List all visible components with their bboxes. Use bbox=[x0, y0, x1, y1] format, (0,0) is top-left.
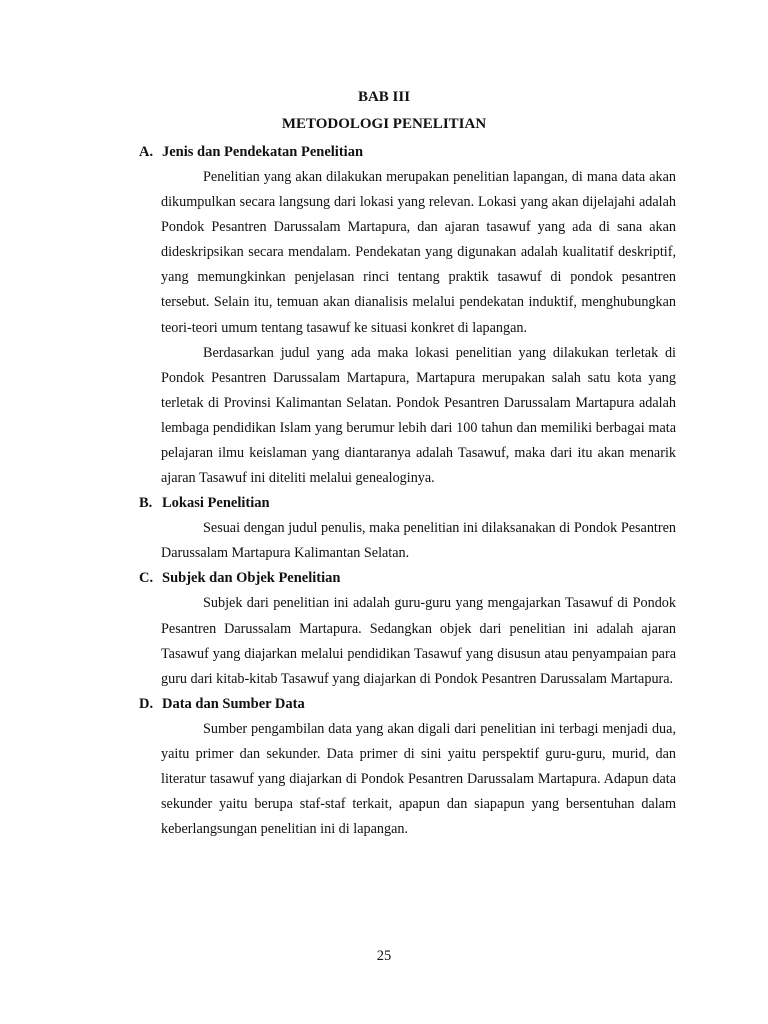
section-title: Jenis dan Pendekatan Penelitian bbox=[162, 144, 364, 160]
chapter-number: BAB III bbox=[357, 89, 411, 105]
section-heading bbox=[139, 140, 676, 165]
section-d bbox=[139, 692, 676, 842]
paragraph: Sesuai dengan judul penulis, maka penelitian ini dilaksanakan di Pondok Pesantren Darussalam Martapura Kalimantan Selatan. bbox=[161, 520, 676, 562]
section-title: Subjek dan Objek Penelitian bbox=[162, 570, 341, 587]
section-heading bbox=[139, 491, 676, 516]
paragraph: Subjek dari penelitian ini adalah guru-guru yang mengajarkan Tasawuf di Pondok Pesantren Darussalam Martapura. Sedangkan objek dari penelitian ini adalah ajaran Tasawuf yang diajarkan melalui pendidikan Tasawuf yang disusun atau penyampaian para guru dari kitab-kitab Tasawuf yang diajarkan di Pondok Pesantren Darussalam Martapura. bbox=[161, 595, 676, 687]
paragraph: Penelitian yang akan dilakukan merupakan penelitian lapangan, di mana data akan dikumpulkan secara langsung dari lokasi yang relevan. Lokasi yang akan dijelajahi adalah Pondok Pesantren Darussalam Martapura, dan ajaran tasawuf yang ada di sana akan dideskripsikan secara mendalam. Pendekatan yang digunakan adalah kualitatif deskriptif, yang memungkinkan penjelasan rinci tentang praktik tasawuf di pondok pesantren tersebut. Selain itu, temuan akan dianalisis melalui pendekatan induktif, menghubungkan teori-teori umum tentang tasawuf ke situasi konkret di lapangan. bbox=[161, 169, 676, 336]
section-heading bbox=[139, 566, 676, 591]
section-letter: D. bbox=[139, 695, 154, 712]
page-number: 25 bbox=[376, 948, 392, 964]
paragraph: Berdasarkan judul yang ada maka lokasi penelitian yang dilakukan terletak di Pondok Pesantren Darussalam Martapura, Martapura merupakan salah satu kota yang terletak di Provinsi Kalimantan Selatan. Pondok Pesantren Darussalam Martapura adalah lembaga pendidikan Islam yang berumur lebih dari 100 tahun dan memiliki berbagai mata pelajaran ilmu keislaman yang diantaranya adalah Tasawuf, maka dari itu akan menarik ajaran Tasawuf ini diteliti melalui genealoginya. bbox=[161, 344, 676, 487]
section-b bbox=[139, 491, 676, 566]
section-c bbox=[139, 566, 676, 691]
document-body bbox=[139, 140, 676, 842]
section-letter: A. bbox=[139, 144, 154, 160]
section-heading bbox=[139, 692, 676, 717]
paragraph: Sumber pengambilan data yang akan digali dari penelitian ini terbagi menjadi dua, yaitu primer dan sekunder. Data primer di sini yaitu perspektif guru-guru, murid, dan literatur tasawuf yang diajarkan di Pondok Pesantren Darussalam Martapura. Adapun data sekunder yaitu berupa staf-staf terkait, apapun dan siapapun yang bersentuhan dalam keberlangsungan penelitian ini di lapangan. bbox=[161, 720, 676, 838]
section-a bbox=[139, 140, 676, 491]
section-title: Data dan Sumber Data bbox=[162, 695, 305, 712]
section-letter: B. bbox=[139, 495, 153, 512]
section-letter: C. bbox=[139, 570, 154, 587]
section-title: Lokasi Penelitian bbox=[162, 495, 270, 512]
chapter-title: METODOLOGI PENELITIAN bbox=[281, 116, 487, 132]
